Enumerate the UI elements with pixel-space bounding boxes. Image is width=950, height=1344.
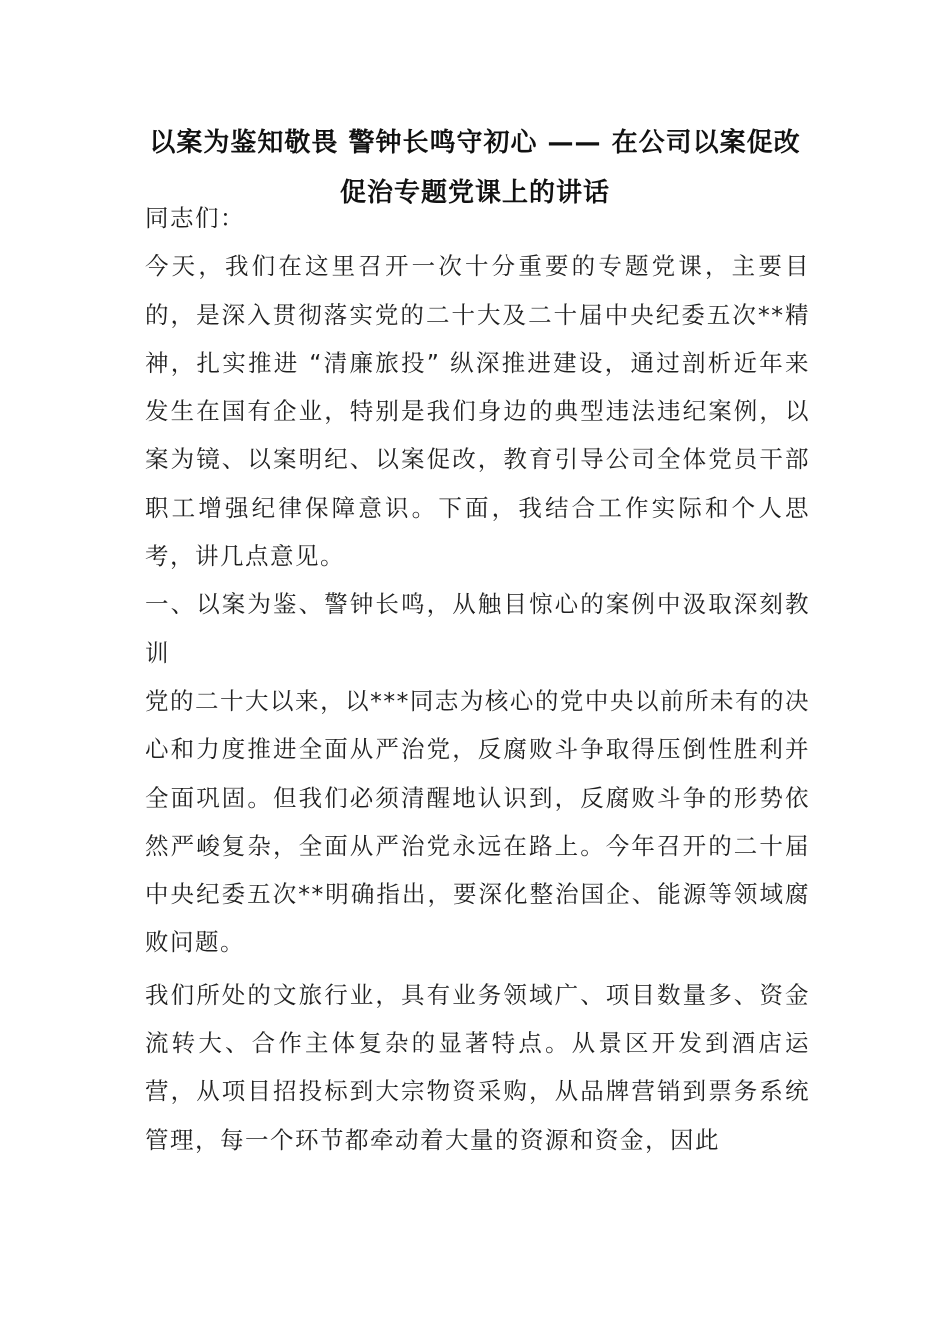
paragraph-intro: 今天，我们在这里召开一次十分重要的专题党课，主要目的，是深入贯彻落实党的二十大及二十届中央纪委五次**精神，扎实推进 “清廉旅投” 纵深推进建设，通过剖析近年来发生在国有企业，特别是我们身边的典型违法违纪案例，以案为镜、以案明纪、以案促改，教育引导公司全体党员干部职工增强纪律保障意识。下面，我结合工作实际和个人思考，讲几点意见。 [145,252,810,571]
paragraph-industry: 我们所处的文旅行业，具有业务领域广、项目数量多、资金流转大、合作主体复杂的显著特点。从景区开发到酒店运营，从项目招投标到大宗物资采购，从品牌营销到票务系统管理，每一个环节都牵动着大量的资源和资金，因此 [145,980,810,1154]
document-body [145,194,810,1164]
document-title: 以案为鉴知敬畏 警钟长鸣守初心 —— 在公司以案促改促治专题党课上的讲话 [149,128,801,208]
paragraph-context: 党的二十大以来，以***同志为核心的党中央以前所未有的决心和力度推进全面从严治党，反腐败斗争取得压倒性胜利并全面巩固。但我们必须清醒地认识到，反腐败斗争的形势依然严峻复杂，全面从严治党永远在路上。今年召开的二十届中央纪委五次**明确指出，要深化整治国企、能源等领域腐败问题。 [145,686,810,957]
salutation: 同志们： [145,204,245,232]
section-heading-1: 一、以案为鉴、警钟长鸣，从触目惊心的案例中汲取深刻教训 [145,590,810,667]
